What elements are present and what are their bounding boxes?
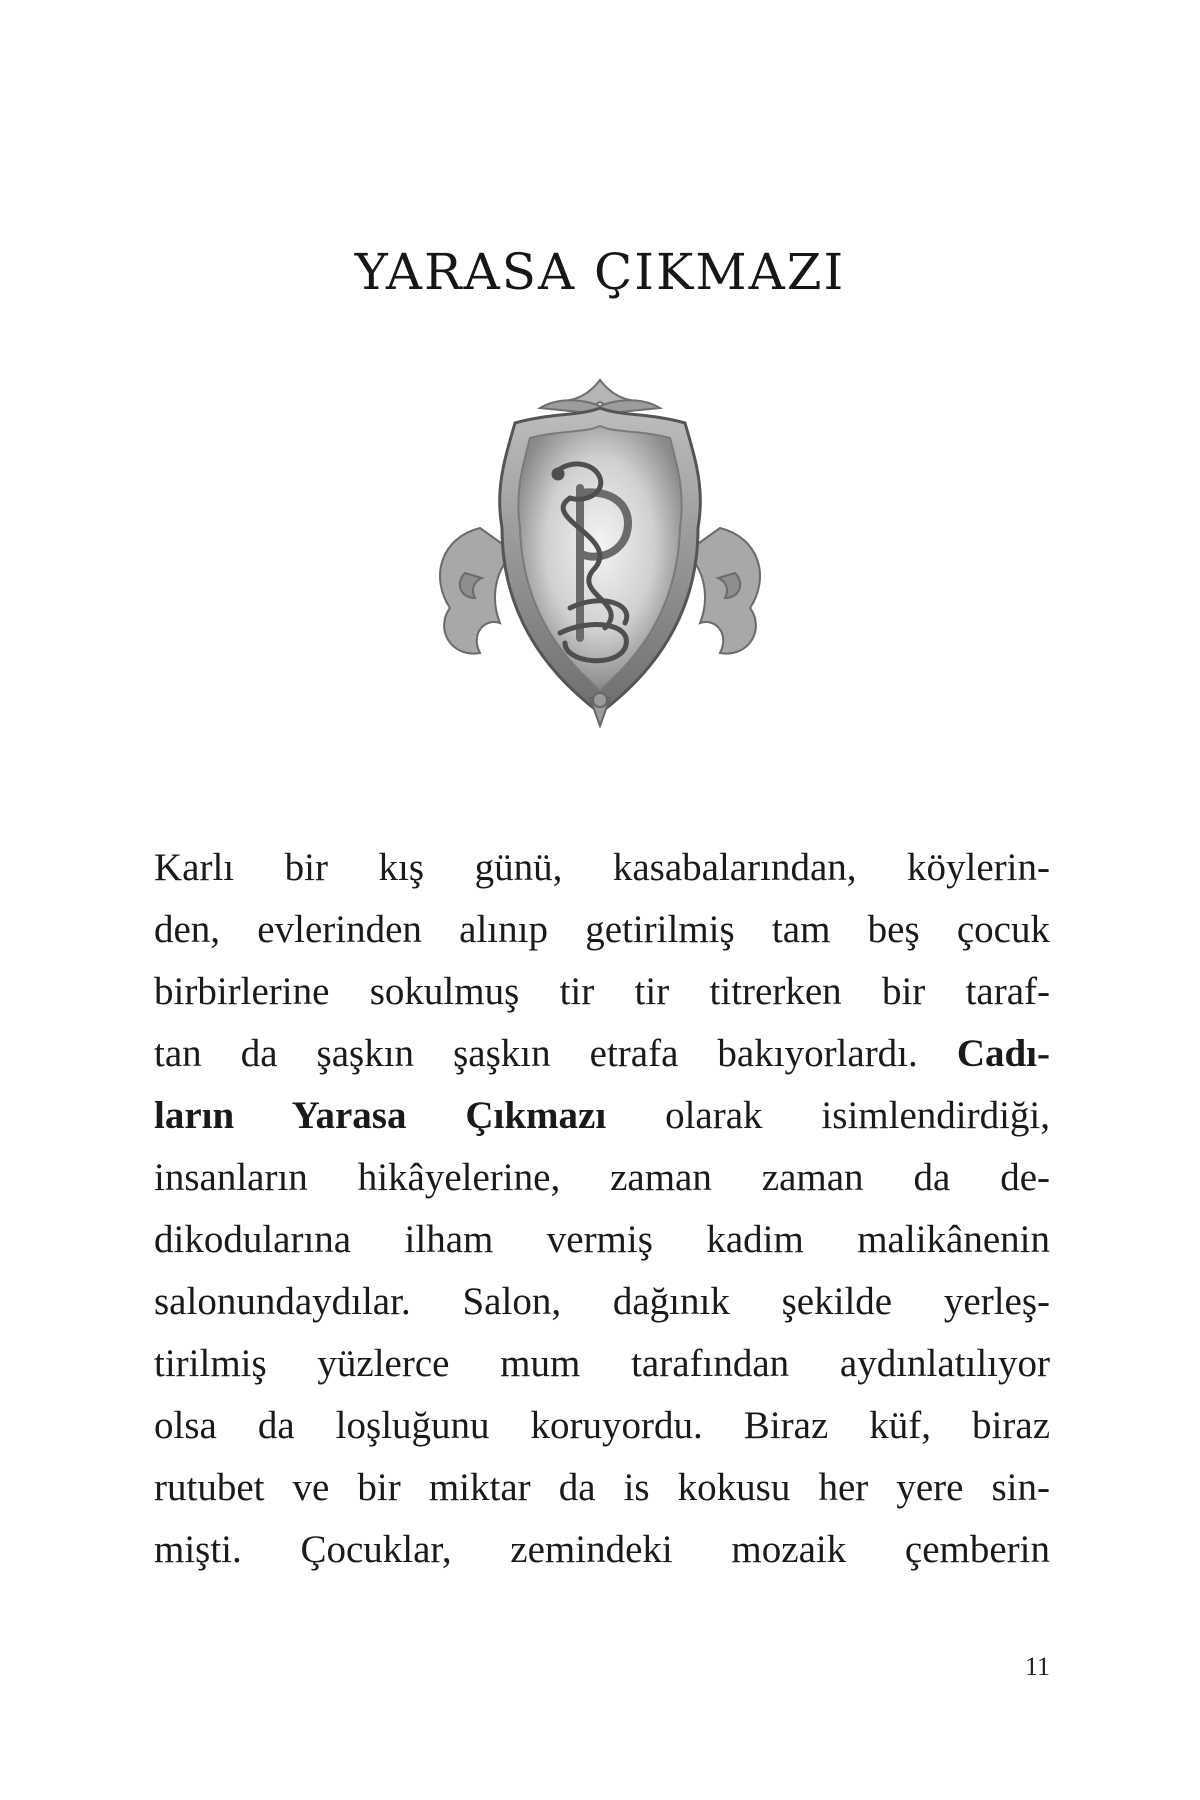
bold-text: ların Yarasa Çıkmazı <box>154 1094 607 1137</box>
crest-emblem-icon <box>420 378 780 728</box>
text-line: tan da şaşkın şaşkın etrafa bakıyorlardı. Cadı- <box>154 1032 1050 1075</box>
text-line: ların Yarasa Çıkmazı olarak isimlendirdiği, <box>154 1094 1050 1137</box>
text-line: rutubet ve bir miktar da is kokusu her yere sin- <box>154 1466 1050 1509</box>
page-number: 11 <box>1024 1652 1050 1681</box>
text-line: Karlı bir kış günü, kasabalarından, köylerin- <box>154 846 1050 889</box>
chapter-title: YARASA ÇIKMAZI <box>354 243 846 301</box>
text-line: mişti. Çocuklar, zemindeki mozaik çemberin <box>154 1528 1050 1571</box>
text-line: birbirlerine sokulmuş tir tir titrerken bir taraf- <box>154 970 1050 1013</box>
text-line: den, evlerinden alınıp getirilmiş tam beş çocuk <box>154 908 1050 951</box>
text-line: dikodularına ilham vermiş kadim malikânenin <box>154 1218 1050 1261</box>
text-line: salonundaydılar. Salon, dağınık şekilde yerleş- <box>154 1280 1050 1323</box>
text-line: olsa da loşluğunu koruyordu. Biraz küf, biraz <box>154 1404 1050 1447</box>
chapter-paragraph <box>154 837 1050 1581</box>
bold-text: Cadı- <box>956 1032 1050 1075</box>
text-line: tirilmiş yüzlerce mum tarafından aydınlatılıyor <box>154 1342 1050 1385</box>
text-line: insanların hikâyelerine, zaman zaman da de- <box>154 1156 1050 1199</box>
